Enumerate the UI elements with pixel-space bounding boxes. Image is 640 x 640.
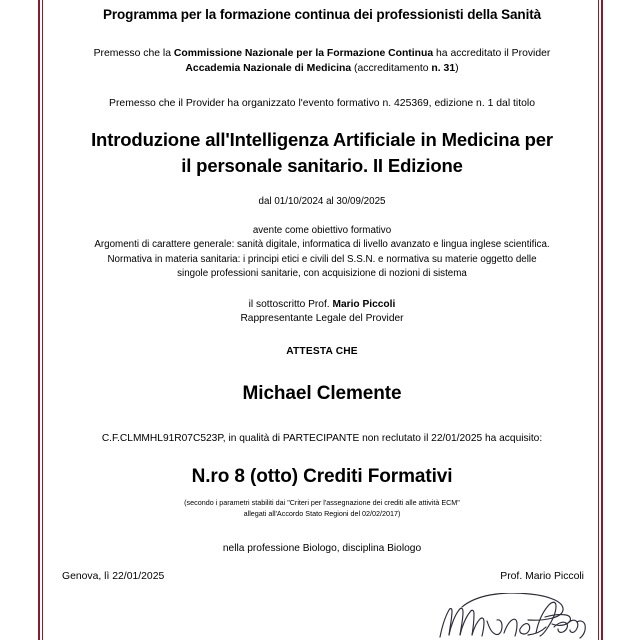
- signatory-block: [52, 298, 592, 327]
- recipient-fiscal-code-line: C.F.CLMMHL91R07C523P, in qualità di PARTECIPANTE non reclutato il 22/01/2025 ha acquisito:: [101, 432, 543, 444]
- credits-note-line: (secondo i parametri stabiliti dai "Criteri per l'assegnazione dei crediti alle attività ECM": [184, 497, 460, 507]
- course-title: [52, 127, 592, 179]
- accreditation-line-1: [52, 46, 592, 61]
- certificate-body: [52, 0, 592, 640]
- certificate-footer: [52, 571, 592, 640]
- accreditation-open-paren: (accreditamento: [351, 63, 432, 74]
- right-border-rule: [598, 0, 603, 640]
- credits-note-line: allegati all'Accordo Stato Regioni del 02/02/2017): [243, 508, 401, 518]
- event-registration-line: Premesso che il Provider ha organizzato l'evento formativo n. 425369, edizione n. 1 dal titolo: [109, 98, 535, 109]
- course-title-line-1: Introduzione all'Intelligenza Artificiale in Medicina per: [91, 129, 553, 150]
- signer-name: Prof. Mario Piccoli: [500, 571, 584, 582]
- left-border-thin-line: [42, 0, 43, 640]
- accreditation-number: n. 31: [431, 63, 456, 74]
- accreditation-suffix: ha accreditato il Provider: [433, 48, 551, 59]
- course-date-range: dal 01/10/2024 al 30/09/2025: [258, 196, 386, 207]
- left-border-rule: [38, 0, 43, 640]
- recipient-name: Michael Clemente: [242, 382, 402, 404]
- accreditation-preamble: [52, 46, 592, 76]
- credits-legal-note: [52, 497, 592, 519]
- course-title-line-2: il personale sanitario. II Edizione: [181, 155, 463, 176]
- program-heading: Programma per la formazione continua dei professionisti della Sanità: [102, 7, 542, 22]
- handwritten-signature-icon: [432, 593, 592, 640]
- signatory-prefix: il sottoscritto Prof.: [248, 298, 333, 310]
- accreditation-prefix: Premesso che la: [93, 48, 174, 59]
- right-border-thick-line: [601, 0, 603, 640]
- credits-awarded: N.ro 8 (otto) Crediti Formativi: [191, 465, 453, 487]
- signatory-name: Mario Piccoli: [332, 298, 396, 310]
- signatory-line-1: [52, 298, 592, 313]
- signatory-role: Rappresentante Legale del Provider: [240, 313, 404, 324]
- objective-line: singole professioni sanitarie, con acquisizione di nozioni di sistema: [177, 268, 467, 279]
- attests-label: ATTESTA CHE: [286, 345, 358, 357]
- provider-name: Accademia Nazionale di Medicina: [185, 63, 352, 74]
- objective-line: Normativa in materia sanitaria: i principi etici e civili del S.S.N. e normativa su materie oggetto delle: [107, 253, 537, 265]
- left-border-thick-line: [38, 0, 40, 640]
- objective-line: Argomenti di carattere generale: sanità digitale, informatica di livello avanzato e lingua inglese scientifica.: [94, 239, 550, 250]
- commission-name: Commissione Nazionale per la Formazione Continua: [173, 48, 434, 59]
- accreditation-close-paren: ): [455, 63, 459, 74]
- right-border-thin-line: [598, 0, 599, 640]
- course-objective-block: [52, 224, 592, 282]
- profession-discipline-line: nella professione Biologo, disciplina Biologo: [222, 542, 422, 554]
- accreditation-line-2: [52, 61, 592, 76]
- objective-label: avente come obiettivo formativo: [252, 225, 392, 236]
- place-and-date: Genova, lì 22/01/2025: [62, 571, 165, 582]
